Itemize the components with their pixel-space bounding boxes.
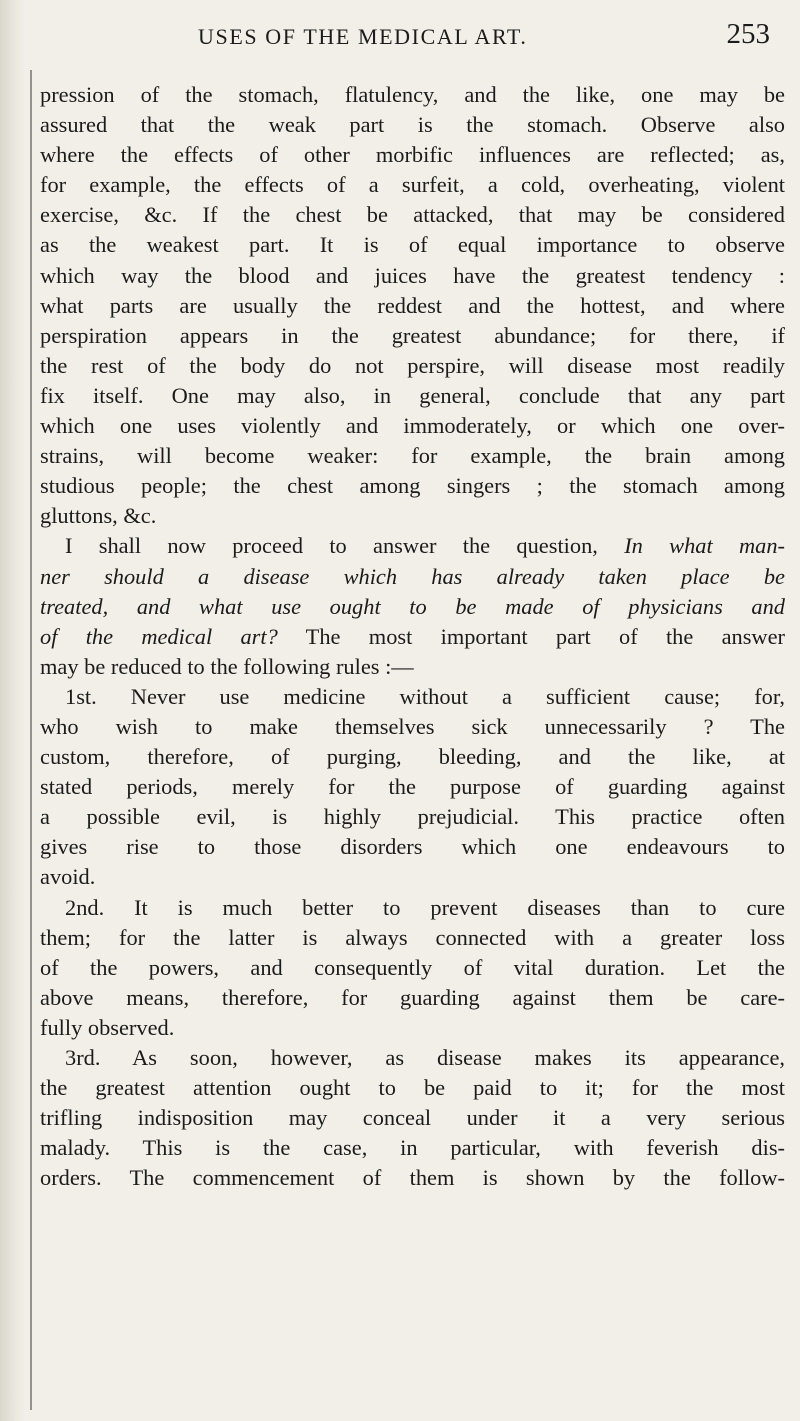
text-line: orders. The commencement of them is shown by the follow-	[40, 1165, 785, 1191]
text-line: strains, will become weaker: for example, the brain among	[40, 443, 785, 469]
running-title: USES OF THE MEDICAL ART.	[198, 24, 528, 49]
text-line: fix itself. One may also, in general, conclude that any part	[40, 382, 785, 408]
text-line: fully observed.	[40, 1014, 175, 1040]
text-line: them; for the latter is always connected with a greater loss	[40, 924, 785, 950]
text-line: which one uses violently and immoderately, or which one over-	[40, 413, 785, 439]
text-line: avoid.	[40, 864, 96, 890]
text-line-question-start	[40, 531, 785, 561]
text-line: above means, therefore, for guarding against them be care-	[40, 984, 785, 1010]
text-line: for example, the effects of a surfeit, a cold, overheating, violent	[40, 172, 785, 198]
text-line	[40, 562, 785, 592]
text-line: as the weakest part. It is of equal importance to observe	[40, 232, 785, 258]
binding-edge	[30, 70, 32, 1410]
text-line: which way the blood and juices have the greatest tendency :	[40, 262, 785, 288]
body-text	[40, 80, 785, 1193]
text-line: exercise, &c. If the chest be attacked, that may be considered	[40, 202, 785, 228]
text-line: studious people; the chest among singers ; the stomach among	[40, 473, 785, 499]
text-line: assured that the weak part is the stomach. Observe also	[40, 112, 785, 138]
text-line: who wish to make themselves sick unnecessarily ? The	[40, 713, 785, 739]
page-gutter-shadow	[0, 0, 26, 1421]
text-line: what parts are usually the reddest and the hottest, and where	[40, 292, 785, 318]
text-line: stated periods, merely for the purpose of guarding against	[40, 774, 785, 800]
question-italic: ner should a disease which has already taken place be	[40, 563, 785, 589]
rule-2-line: 2nd. It is much better to prevent diseases than to cure	[65, 894, 785, 920]
rule-3-line: 3rd. As soon, however, as disease makes its appearance,	[65, 1045, 785, 1070]
page-header	[0, 18, 800, 58]
question-italic-start: In what man-	[624, 533, 785, 559]
question-lead-in: I shall now proceed to answer the question,	[65, 533, 598, 559]
text-line-question-end	[40, 622, 785, 652]
text-line: gluttons, &c.	[40, 503, 157, 529]
text-line: the rest of the body do not perspire, will disease most readily	[40, 352, 785, 378]
text-line: a possible evil, is highly prejudicial. This practice often	[40, 804, 785, 830]
question-italic: treated, and what use ought to be made of physicians and	[40, 593, 785, 619]
question-followup: The most important part of the answer	[277, 623, 785, 649]
text-line	[40, 592, 785, 622]
text-line: perspiration appears in the greatest abundance; for there, if	[40, 322, 785, 348]
text-line: malady. This is the case, in particular, with feverish dis-	[40, 1135, 785, 1161]
question-italic-end: of the medical art?	[40, 623, 278, 649]
page-number: 253	[726, 18, 770, 50]
text-line: of the powers, and consequently of vital duration. Let the	[40, 954, 785, 980]
text-line: gives rise to those disorders which one endeavours to	[40, 834, 785, 860]
text-line: pression of the stomach, flatulency, and the like, one may be	[40, 82, 785, 107]
text-line: the greatest attention ought to be paid to it; for the most	[40, 1075, 785, 1101]
text-line: where the effects of other morbific influences are reflected; as,	[40, 142, 785, 168]
text-line: may be reduced to the following rules :—	[40, 653, 414, 679]
text-line: trifling indisposition may conceal under it a very serious	[40, 1105, 785, 1131]
rule-1-line: 1st. Never use medicine without a sufficient cause; for,	[65, 683, 785, 709]
text-line: custom, therefore, of purging, bleeding, and the like, at	[40, 744, 785, 770]
